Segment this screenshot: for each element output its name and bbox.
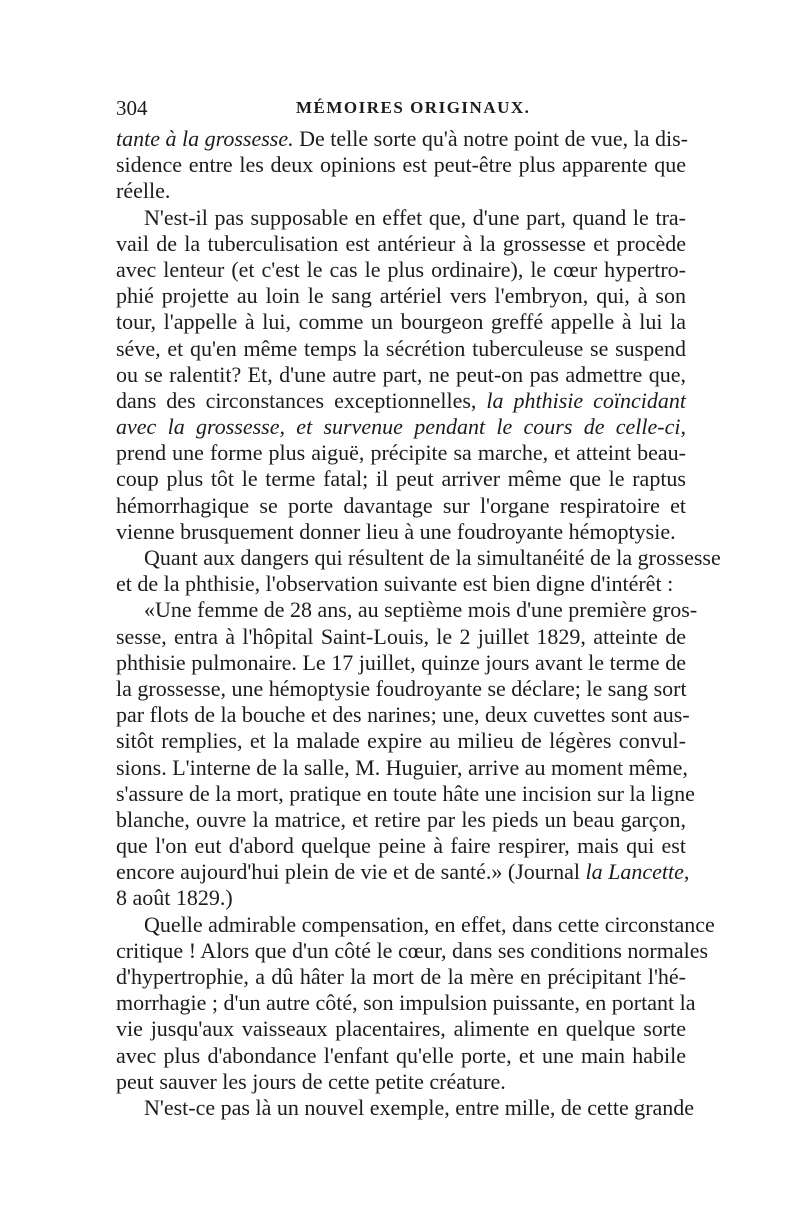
text-line (116, 807, 686, 833)
text-segment: avec lenteur (et c'est le cas le plus ordinaire), le cœur hypertro- (116, 256, 686, 282)
page-number: 304 (116, 96, 148, 120)
text-line (116, 178, 686, 204)
text-line (116, 309, 686, 335)
text-segment: Quelle admirable compensation, en effet, dans cette circonstance (144, 911, 715, 937)
text-line (116, 571, 686, 597)
text-line (116, 414, 686, 440)
text-segment: par flots de la bouche et des narines; une, deux cuvettes sont aus- (116, 702, 690, 728)
text-segment: la grossesse, une hémoptysie foudroyante se déclare; le sang sort (116, 675, 687, 701)
text-line (116, 205, 686, 231)
body-text (116, 126, 721, 1121)
text-line (116, 336, 686, 362)
text-line (116, 545, 721, 571)
text-line (116, 257, 686, 283)
text-segment: «Une femme de 28 ans, au septième mois d'une première gros- (144, 597, 698, 623)
text-segment: dans des circonstances exceptionnelles, (116, 387, 487, 413)
text-segment: sions. L'interne de la salle, M. Huguier, arrive au moment même, (116, 754, 688, 780)
text-line (116, 676, 686, 702)
text-segment: vail de la tuberculisation est antérieur à la grossesse et procède (116, 230, 686, 256)
text-line (116, 519, 686, 545)
text-line (116, 493, 686, 519)
text-segment: N'est-il pas supposable en effet que, d'une part, quand le tra- (144, 204, 686, 230)
text-segment: réelle. (116, 178, 171, 204)
text-line (116, 126, 686, 152)
text-line (116, 388, 686, 414)
text-line (116, 231, 686, 257)
text-segment: Quant aux dangers qui résultent de la simultanéité de la grossesse (144, 545, 721, 570)
text-segment: coup plus tôt le terme fatal; il peut arriver même que le raptus (116, 466, 686, 492)
text-line (116, 755, 686, 781)
text-segment: blanche, ouvre la matrice, et retire par les pieds un beau garçon, (116, 806, 686, 832)
text-line (116, 1069, 686, 1095)
text-segment: ou se ralentit? Et, d'une autre part, ne peut-on pas admettre que, (116, 361, 686, 387)
text-segment: hémorrhagique se porte davantage sur l'organe respiratoire et (116, 492, 686, 518)
text-segment: N'est-ce pas là un nouvel exemple, entre mille, de cette grande (144, 1094, 695, 1120)
text-segment: que l'on eut d'abord quelque peine à faire respirer, mais qui est (116, 833, 686, 859)
text-segment: 8 août 1829.) (116, 885, 233, 911)
text-segment: d'hypertrophie, a dû hâter la mort de la mère en précipitant l'hé- (116, 964, 686, 989)
italic-text: avec la grossesse, et survenue pendant le cours de celle-ci, (116, 414, 686, 440)
text-line (116, 362, 686, 388)
text-segment: et de la phthisie, l'observation suivante est bien digne d'intérêt : (116, 571, 674, 597)
text-segment: sesse, entra à l'hôpital Saint-Louis, le 2 juillet 1829, atteinte de (116, 623, 686, 649)
text-line (116, 1016, 686, 1042)
text-line (116, 1094, 695, 1121)
text-line (116, 283, 686, 309)
italic-text: la Lancette, (585, 859, 690, 885)
text-segment: De telle sorte qu'à notre point de vue, la dis- (293, 126, 688, 151)
text-segment: séve, et qu'en même temps la sécrétion tuberculeuse se suspend (116, 335, 686, 361)
text-line (116, 911, 715, 938)
text-segment: morrhagie ; d'un autre côté, son impulsion puissante, en portant la (116, 990, 696, 1016)
text-segment: phié projette au loin le sang artériel vers l'embryon, qui, à son (116, 283, 686, 309)
page-header (116, 96, 686, 124)
text-line (116, 152, 686, 178)
text-segment: sidence entre les deux opinions est peut-être plus apparente que (116, 152, 686, 178)
text-segment: vie jusqu'aux vaisseaux placentaires, alimente en quelque sorte (116, 1016, 686, 1042)
text-segment: avec plus d'abondance l'enfant qu'elle porte, et une main habile (116, 1042, 686, 1068)
text-line (116, 1043, 686, 1069)
running-head: MÉMOIRES ORIGINAUX. (296, 98, 531, 117)
text-line (116, 833, 686, 859)
text-segment: sitôt remplies, et la malade expire au milieu de légères convul- (116, 728, 686, 754)
text-line (116, 466, 686, 492)
text-segment: vienne brusquement donner lieu à une foudroyante hémoptysie. (116, 518, 676, 544)
text-line (116, 702, 690, 728)
text-segment: prend une forme plus aiguë, précipite sa marche, et atteint beau- (116, 440, 686, 466)
text-segment: critique ! Alors que d'un côté le cœur, dans ses conditions normales (116, 937, 709, 963)
text-line (116, 650, 686, 676)
text-line (116, 885, 686, 911)
text-line (116, 859, 690, 885)
text-segment: tour, l'appelle à lui, comme un bourgeon greffé appelle à lui la (116, 309, 686, 335)
text-line (116, 964, 686, 990)
text-line (116, 597, 698, 623)
text-segment: s'assure de la mort, pratique en toute hâte une incision sur la ligne (116, 780, 695, 806)
text-segment: peut sauver les jours de cette petite créature. (116, 1068, 506, 1094)
text-line (116, 937, 709, 964)
text-segment: phthisie pulmonaire. Le 17 juillet, quinze jours avant le terme de (116, 649, 686, 675)
text-line (116, 990, 696, 1016)
text-segment: encore aujourd'hui plein de vie et de santé.» (Journal (116, 859, 586, 885)
italic-text: la phthisie coïncidant (486, 387, 686, 413)
text-line (116, 440, 686, 466)
text-line (116, 780, 695, 807)
text-line (116, 624, 686, 650)
text-line (116, 728, 686, 754)
italic-text: tante à la grossesse. (116, 126, 294, 151)
